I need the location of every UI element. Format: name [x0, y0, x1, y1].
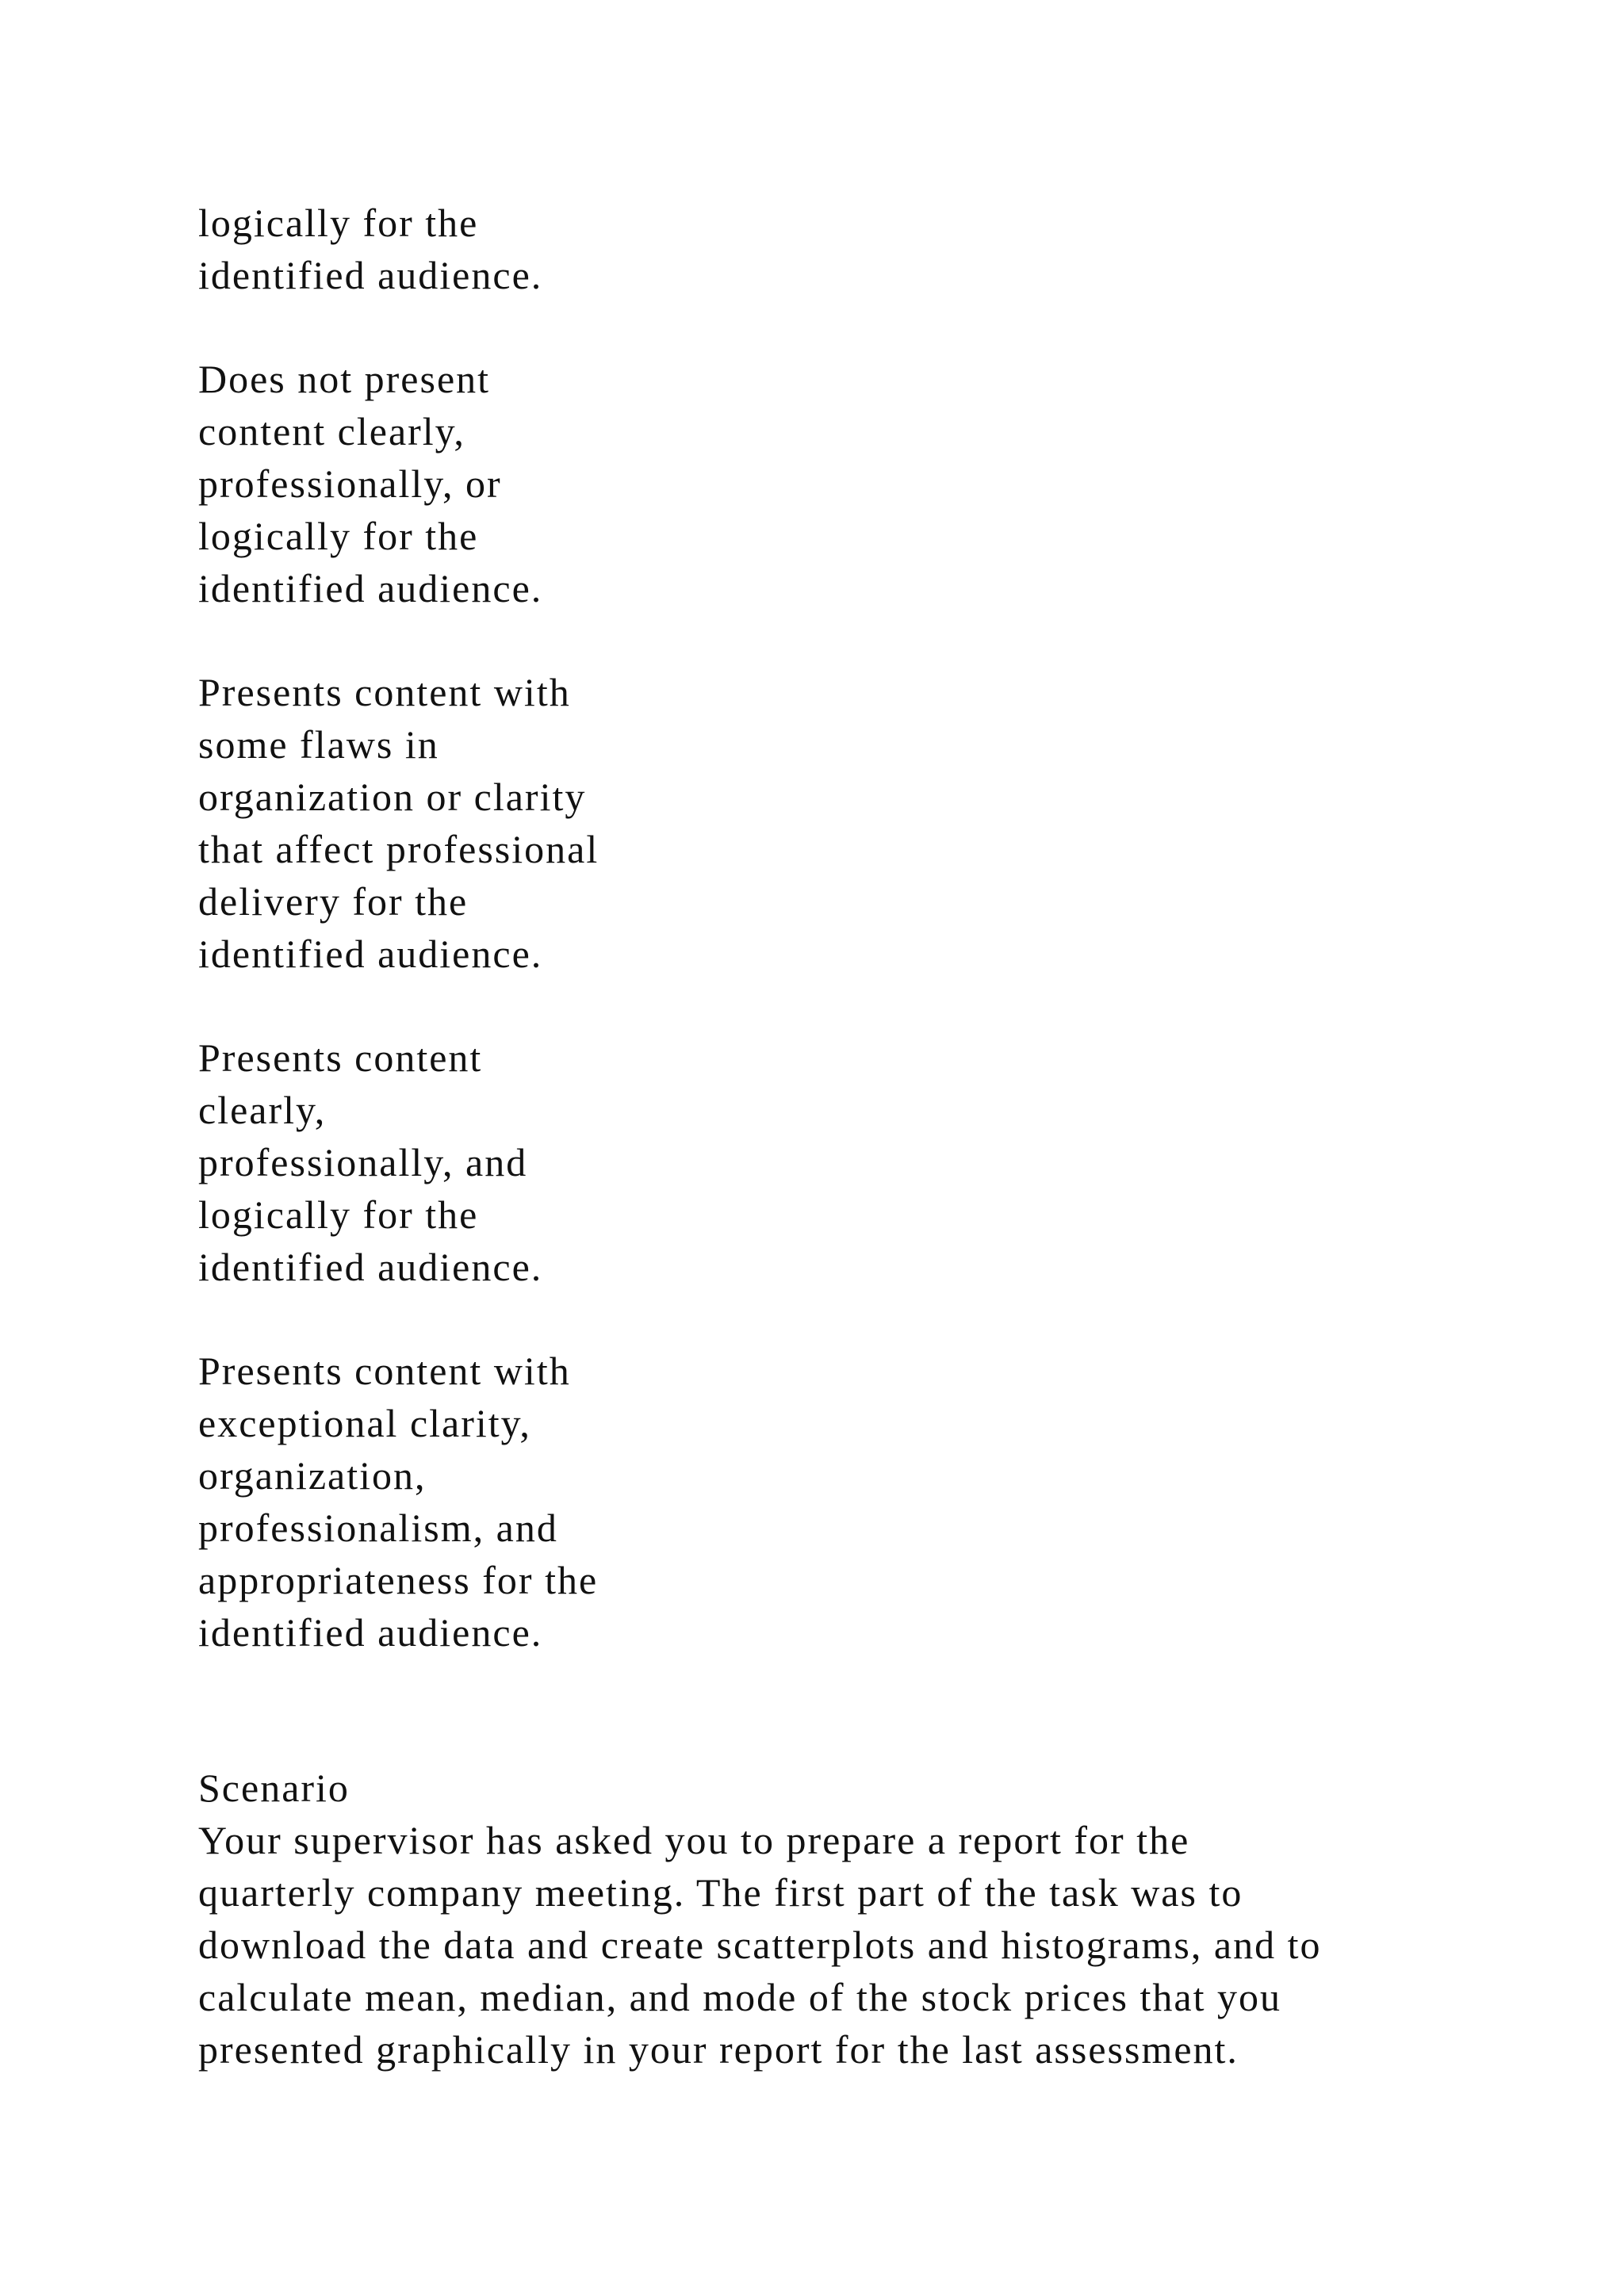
- text-line: professionally, and: [198, 1140, 528, 1184]
- text-line: organization or clarity: [198, 775, 587, 819]
- text-line: appropriateness for the: [198, 1558, 599, 1602]
- text-line: organization,: [198, 1453, 427, 1498]
- text-line: identified audience.: [198, 253, 543, 297]
- text-line: professionally, or: [198, 461, 502, 506]
- text-line: Your supervisor has asked you to prepare a report for the: [198, 1818, 1190, 1862]
- text-line: identified audience.: [198, 1245, 543, 1289]
- text-line: calculate mean, median, and mode of the stock prices that you: [198, 1975, 1281, 2019]
- text-line: clearly,: [198, 1088, 327, 1132]
- text-line: logically for the: [198, 514, 479, 558]
- text-line: some flaws in: [198, 722, 439, 767]
- text-line: identified audience.: [198, 932, 543, 976]
- text-line: Does not present: [198, 357, 491, 401]
- text-line: Presents content: [198, 1035, 483, 1080]
- text-line: presented graphically in your report for the last assessment.: [198, 2027, 1239, 2072]
- text-line: Presents content with: [198, 670, 571, 714]
- text-line: professionalism, and: [198, 1506, 558, 1550]
- text-line: logically for the: [198, 201, 479, 245]
- text-line: exceptional clarity,: [198, 1401, 531, 1445]
- text-line: Presents content with: [198, 1349, 571, 1393]
- text-line: logically for the: [198, 1192, 479, 1237]
- text-line: identified audience.: [198, 1610, 543, 1655]
- text-line: download the data and create scatterplots and histograms, and to: [198, 1923, 1322, 1967]
- text-line: delivery for the: [198, 879, 469, 924]
- text-line: quarterly company meeting. The first part of the task was to: [198, 1870, 1243, 1915]
- section-heading: Scenario: [198, 1766, 350, 1810]
- text-line: identified audience.: [198, 566, 543, 610]
- text-line: that affect professional: [198, 827, 599, 871]
- text-line: content clearly,: [198, 409, 465, 453]
